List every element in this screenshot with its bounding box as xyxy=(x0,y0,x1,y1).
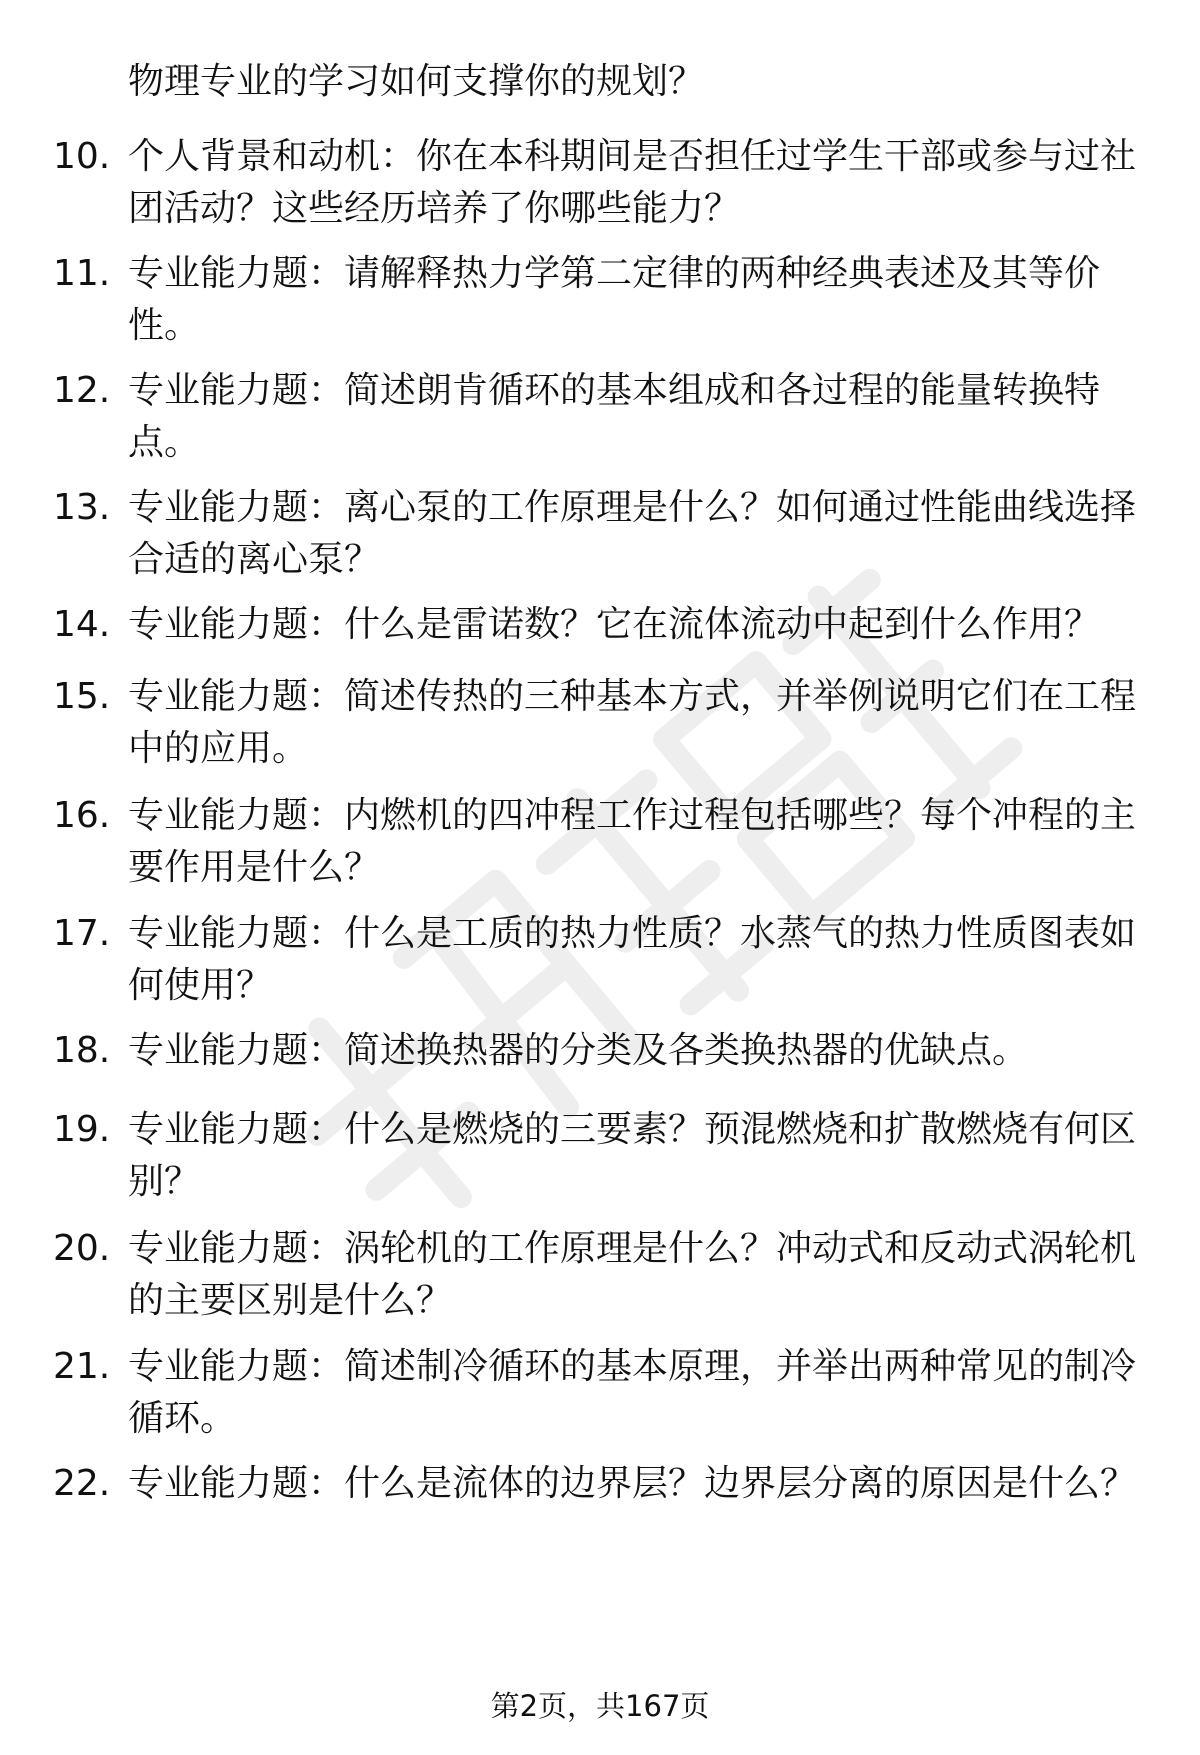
question-number: 18. xyxy=(53,1030,111,1071)
question-number: 19. xyxy=(53,1109,111,1150)
question-text: 专业能力题：简述传热的三种基本方式，并举例说明它们在工程中的应用。 xyxy=(128,676,1137,769)
question-number: 15. xyxy=(53,676,111,717)
question-number: 16. xyxy=(53,795,111,836)
page-footer: 第2页，共167页 xyxy=(490,1689,710,1723)
question-number: 11. xyxy=(53,253,111,294)
question-text: 专业能力题：离心泵的工作原理是什么？如何通过性能曲线选择合适的离心泵？ xyxy=(128,487,1137,580)
question-text: 专业能力题：简述换热器的分类及各类换热器的优缺点。 xyxy=(128,1030,1029,1071)
question-number: 22. xyxy=(53,1463,111,1504)
lead-text: 物理专业的学习如何支撑你的规划？ xyxy=(128,61,705,102)
question-text: 个人背景和动机：你在本科期间是否担任过学生干部或参与过社团活动？这些经历培养了你哪些能力？ xyxy=(128,136,1137,229)
question-text: 专业能力题：什么是雷诺数？它在流体流动中起到什么作用？ xyxy=(128,604,1101,645)
question-number: 12. xyxy=(53,370,111,411)
question-number: 13. xyxy=(53,487,111,528)
question-text: 专业能力题：涡轮机的工作原理是什么？冲动式和反动式涡轮机的主要区别是什么？ xyxy=(128,1228,1137,1321)
question-number: 21. xyxy=(53,1346,111,1387)
question-text: 专业能力题：什么是燃烧的三要素？预混燃烧和扩散燃烧有何区别？ xyxy=(128,1109,1137,1202)
question-text: 专业能力题：简述制冷循环的基本原理，并举出两种常见的制冷循环。 xyxy=(128,1346,1137,1439)
question-text: 专业能力题：内燃机的四冲程工作过程包括哪些？每个冲程的主要作用是什么？ xyxy=(128,795,1137,888)
question-text: 专业能力题：请解释热力学第二定律的两种经典表述及其等价性。 xyxy=(128,253,1101,346)
question-text: 专业能力题：简述朗肯循环的基本组成和各过程的能量转换特点。 xyxy=(128,370,1101,463)
question-number: 10. xyxy=(53,136,111,177)
question-number: 14. xyxy=(53,604,111,645)
question-number: 17. xyxy=(53,913,111,954)
question-text: 专业能力题：什么是工质的热力性质？水蒸气的热力性质图表如何使用？ xyxy=(128,913,1137,1006)
question-number: 20. xyxy=(53,1228,111,1269)
question-text: 专业能力题：什么是流体的边界层？边界层分离的原因是什么？ xyxy=(128,1463,1137,1504)
